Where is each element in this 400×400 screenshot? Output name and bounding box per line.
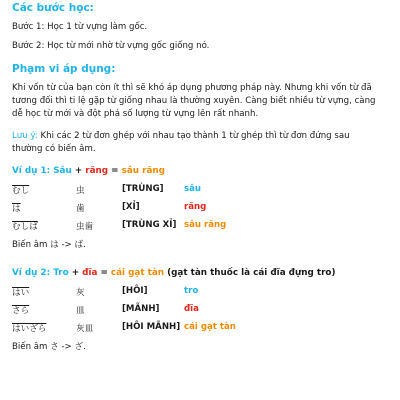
example-2-equals: = bbox=[97, 268, 111, 278]
example-2-word-2: đĩa bbox=[82, 268, 98, 278]
meaning: sâu bbox=[184, 184, 202, 194]
example-2-result: cái gạt tàn bbox=[110, 268, 165, 278]
example-1-word-1: Sâu bbox=[53, 166, 72, 176]
step-2: Bước 2: Học từ mới nhờ từ vựng gốc giống nó. bbox=[12, 41, 210, 51]
example-2-sound-change: Biến âm さ -> ざ. bbox=[12, 342, 86, 352]
scope-line-2: tương đối thì ti lệ gặp từ giống nhau là thường xuyên. Càng biết nhiều từ vựng, càng bbox=[12, 96, 376, 106]
reading: [HÔI MÃNH] bbox=[122, 322, 181, 332]
meaning: đĩa bbox=[184, 304, 199, 314]
example-2-explanation: (gạt tàn thuốc là cái đĩa đựng tro) bbox=[164, 268, 336, 278]
kanji: 歯 bbox=[76, 204, 85, 214]
reading: [TRÙNG] bbox=[122, 184, 164, 194]
meaning: răng bbox=[184, 202, 207, 212]
example-2-title bbox=[12, 268, 335, 278]
example-1-equals: = bbox=[108, 166, 122, 176]
kana: むし bbox=[12, 186, 30, 196]
kanji: 虫歯 bbox=[76, 222, 94, 232]
scope-line-3: dễ học từ mới và đột phá số lượng từ vựng lên rất nhanh. bbox=[12, 109, 259, 119]
example-2-word-1: Tro bbox=[53, 268, 69, 278]
example-1-sound-change: Biến âm は -> ば. bbox=[12, 240, 86, 250]
note-text: Khi các 2 từ đơn ghép với nhau tạo thành 1 từ ghép thì từ đơn đứng sau bbox=[37, 131, 350, 141]
example-1-title bbox=[12, 166, 165, 176]
reading: [HÔI] bbox=[122, 286, 148, 296]
reading: [XỈ] bbox=[122, 202, 140, 212]
kanji: 灰 bbox=[76, 288, 85, 298]
reading: [MÃNH] bbox=[122, 304, 160, 314]
kanji: 灰皿 bbox=[76, 324, 94, 334]
example-1-label: Ví dụ 1: bbox=[12, 166, 54, 176]
steps-heading: Các bước học: bbox=[12, 2, 94, 14]
kana: むしば bbox=[12, 222, 38, 232]
kanji: 皿 bbox=[76, 306, 85, 316]
note-label: Lưu ý: bbox=[12, 131, 38, 141]
meaning: tro bbox=[184, 286, 199, 296]
example-1-word-2: răng bbox=[85, 166, 109, 176]
example-2-plus: + bbox=[68, 268, 83, 278]
example-1-result: sâu răng bbox=[121, 166, 165, 176]
kana: はいざら bbox=[12, 324, 47, 334]
scope-heading: Phạm vi áp dụng: bbox=[12, 63, 116, 75]
kana: はい bbox=[12, 288, 30, 298]
note-line-1 bbox=[12, 130, 350, 143]
meaning: sâu răng bbox=[184, 220, 227, 230]
kanji: 虫 bbox=[76, 186, 85, 196]
example-2-label: Ví dụ 2: bbox=[12, 268, 54, 278]
note-line-2: thường có biến âm. bbox=[12, 144, 96, 154]
meaning: cái gạt tàn bbox=[184, 322, 236, 332]
example-1-plus: + bbox=[71, 166, 86, 176]
step-1: Bước 1: Học 1 từ vựng làm gốc. bbox=[12, 22, 148, 32]
reading: [TRÙNG XỈ] bbox=[122, 220, 177, 230]
kana: さら bbox=[12, 306, 30, 316]
scope-line-1: Khi vốn từ của bạn còn ít thì sẽ khó áp dụng phương pháp này. Nhưng khi vốn từ đã bbox=[12, 83, 372, 93]
kana: は bbox=[12, 204, 21, 214]
